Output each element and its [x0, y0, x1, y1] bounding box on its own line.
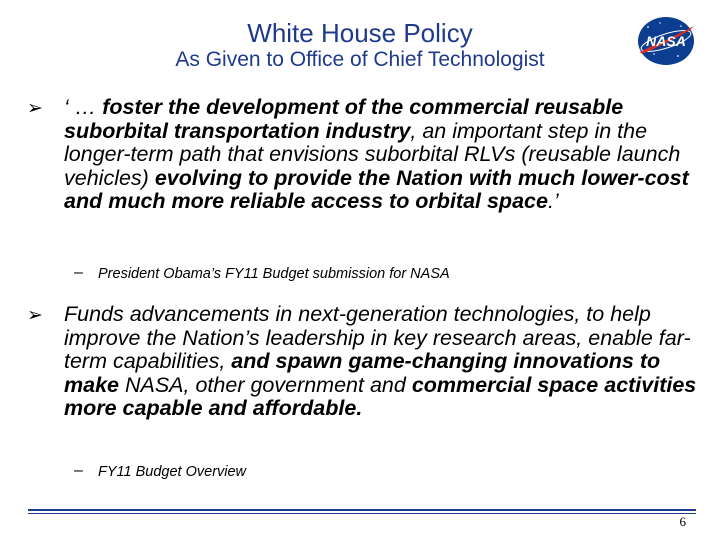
page-title: White House Policy — [247, 18, 473, 48]
source-dash: – — [74, 264, 83, 281]
logo-text: NASA — [646, 33, 686, 49]
source-dash: – — [74, 462, 83, 479]
bold-text-run: and spawn game-changing innovations to make — [64, 349, 661, 397]
footer-divider-thin — [28, 513, 696, 514]
source-citation: FY11 Budget Overview — [98, 464, 247, 480]
text-run: NASA, other government and — [119, 372, 412, 397]
bullet-arrow-icon: ➢ — [27, 305, 43, 326]
text-run: .’ — [547, 189, 559, 213]
nasa-logo-icon — [634, 14, 698, 68]
bullet-text — [64, 96, 704, 214]
bullet-arrow-icon: ➢ — [27, 98, 43, 119]
bullet-text — [64, 303, 704, 421]
text-run: , an important step in the longer-term path that envisions suborbital RLVs (reusable launch vehicles) — [64, 118, 681, 190]
footer-divider — [28, 509, 696, 511]
page-number: 6 — [679, 514, 686, 529]
text-run: Funds advancements in next-generation technologies, to help improve the Nation’s leadership in key research areas, enable far-term capabilities, — [64, 302, 691, 373]
source-citation: President Obama’s FY11 Budget submission for NASA — [98, 266, 450, 282]
text-run: ‘ … — [64, 95, 103, 119]
bold-text-run: evolving to provide the Nation with much lower-cost and much more reliable access to orbital space — [64, 165, 689, 213]
bold-text-run: foster the development of the commercial reusable suborbital transportation industry — [64, 95, 624, 143]
page-subtitle: As Given to Office of Chief Technologist — [175, 48, 545, 71]
bold-text-run: commercial space activities more capable and affordable. — [64, 372, 697, 420]
